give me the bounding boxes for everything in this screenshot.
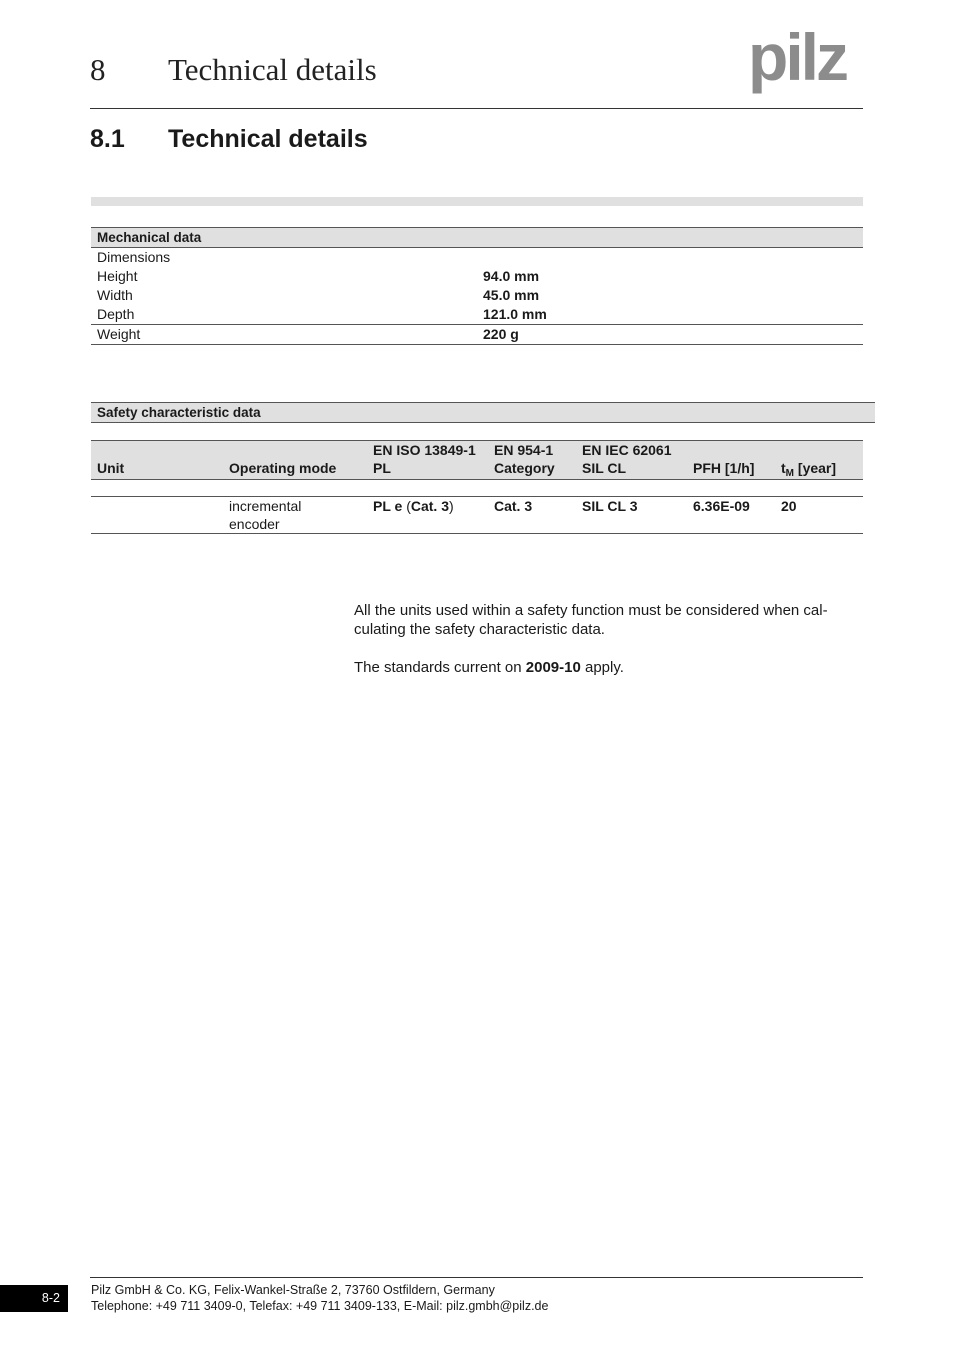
note-paragraph (354, 658, 866, 677)
header-divider (90, 108, 863, 109)
row-label: Width (97, 287, 133, 303)
cell-line: incremental (229, 498, 302, 514)
table-row (91, 305, 863, 325)
logo-text: pilz (748, 28, 846, 94)
section-number: 8.1 (90, 125, 125, 153)
footer-divider (90, 1277, 863, 1278)
row-label: Depth (97, 306, 135, 322)
column-en-iec-62061 (582, 441, 672, 477)
column-line: Category (494, 460, 555, 476)
row-label: Weight (97, 326, 141, 342)
table-row (91, 267, 863, 286)
footer-contact: Telephone: +49 711 3409-0, Telefax: +49 711 3409-133, E-Mail: pilz.gmbh@pilz.de (91, 1299, 549, 1313)
note-text: apply. (580, 659, 624, 676)
notes-block (354, 601, 866, 677)
row-value: 220 g (483, 326, 519, 342)
chapter-number: 8 (90, 52, 106, 87)
pl-close: ) (449, 498, 454, 514)
column-line: EN ISO 13849-1 (373, 442, 476, 458)
cell-category: Cat. 3 (494, 498, 533, 514)
footer-address: Pilz GmbH & Co. KG, Felix-Wankel-Straße 2, 73760 Ostfildern, Germany (91, 1283, 495, 1297)
section-title: Technical details (168, 125, 368, 153)
pl-open: ( (402, 498, 411, 514)
table-row (91, 325, 863, 345)
pilz-logo (748, 28, 866, 96)
section-separator-bar (91, 197, 863, 206)
tm-subscript: M (785, 468, 795, 479)
column-pfh: PFH [1/h] (693, 460, 755, 476)
column-unit: Unit (97, 460, 125, 476)
page-number: 8-2 (0, 1285, 68, 1312)
column-operating-mode: Operating mode (229, 460, 337, 476)
safety-data-heading: Safety characteristic data (91, 402, 875, 423)
column-tm (781, 459, 836, 483)
tm-suffix: [year] (794, 460, 837, 476)
pl-category: Cat. 3 (410, 498, 449, 514)
column-line: PL (373, 460, 391, 476)
column-line: EN IEC 62061 (582, 442, 672, 458)
row-value: 121.0 mm (483, 306, 547, 322)
cell-tm: 20 (781, 498, 797, 514)
cell-operating-mode (229, 497, 301, 533)
column-en-954 (494, 441, 555, 477)
cell-line: encoder (229, 516, 280, 532)
cell-pfh: 6.36E-09 (693, 498, 750, 514)
safety-column-header (91, 440, 863, 480)
mechanical-data-table (91, 227, 863, 345)
table-row (91, 497, 863, 534)
cell-sil-cl: SIL CL 3 (582, 498, 638, 514)
cell-pl (373, 497, 454, 515)
note-paragraph: All the units used within a safety function must be considered when cal-culating the safety characteristic data. (354, 602, 828, 638)
row-value: 45.0 mm (483, 287, 540, 303)
table-row (91, 286, 863, 305)
tm-base: t (781, 460, 786, 476)
column-line: EN 954-1 (494, 442, 554, 458)
row-value: 94.0 mm (483, 268, 540, 284)
table-row (91, 248, 863, 267)
chapter-title: Technical details (168, 52, 377, 87)
row-label: Height (97, 268, 138, 284)
mechanical-data-heading: Mechanical data (91, 227, 863, 248)
pl-value: PL e (373, 498, 403, 514)
note-date: 2009-10 (525, 659, 581, 676)
column-en-iso-13849 (373, 441, 476, 477)
column-line: SIL CL (582, 460, 627, 476)
note-text: The standards current on (354, 659, 526, 676)
row-label: Dimensions (97, 249, 171, 265)
